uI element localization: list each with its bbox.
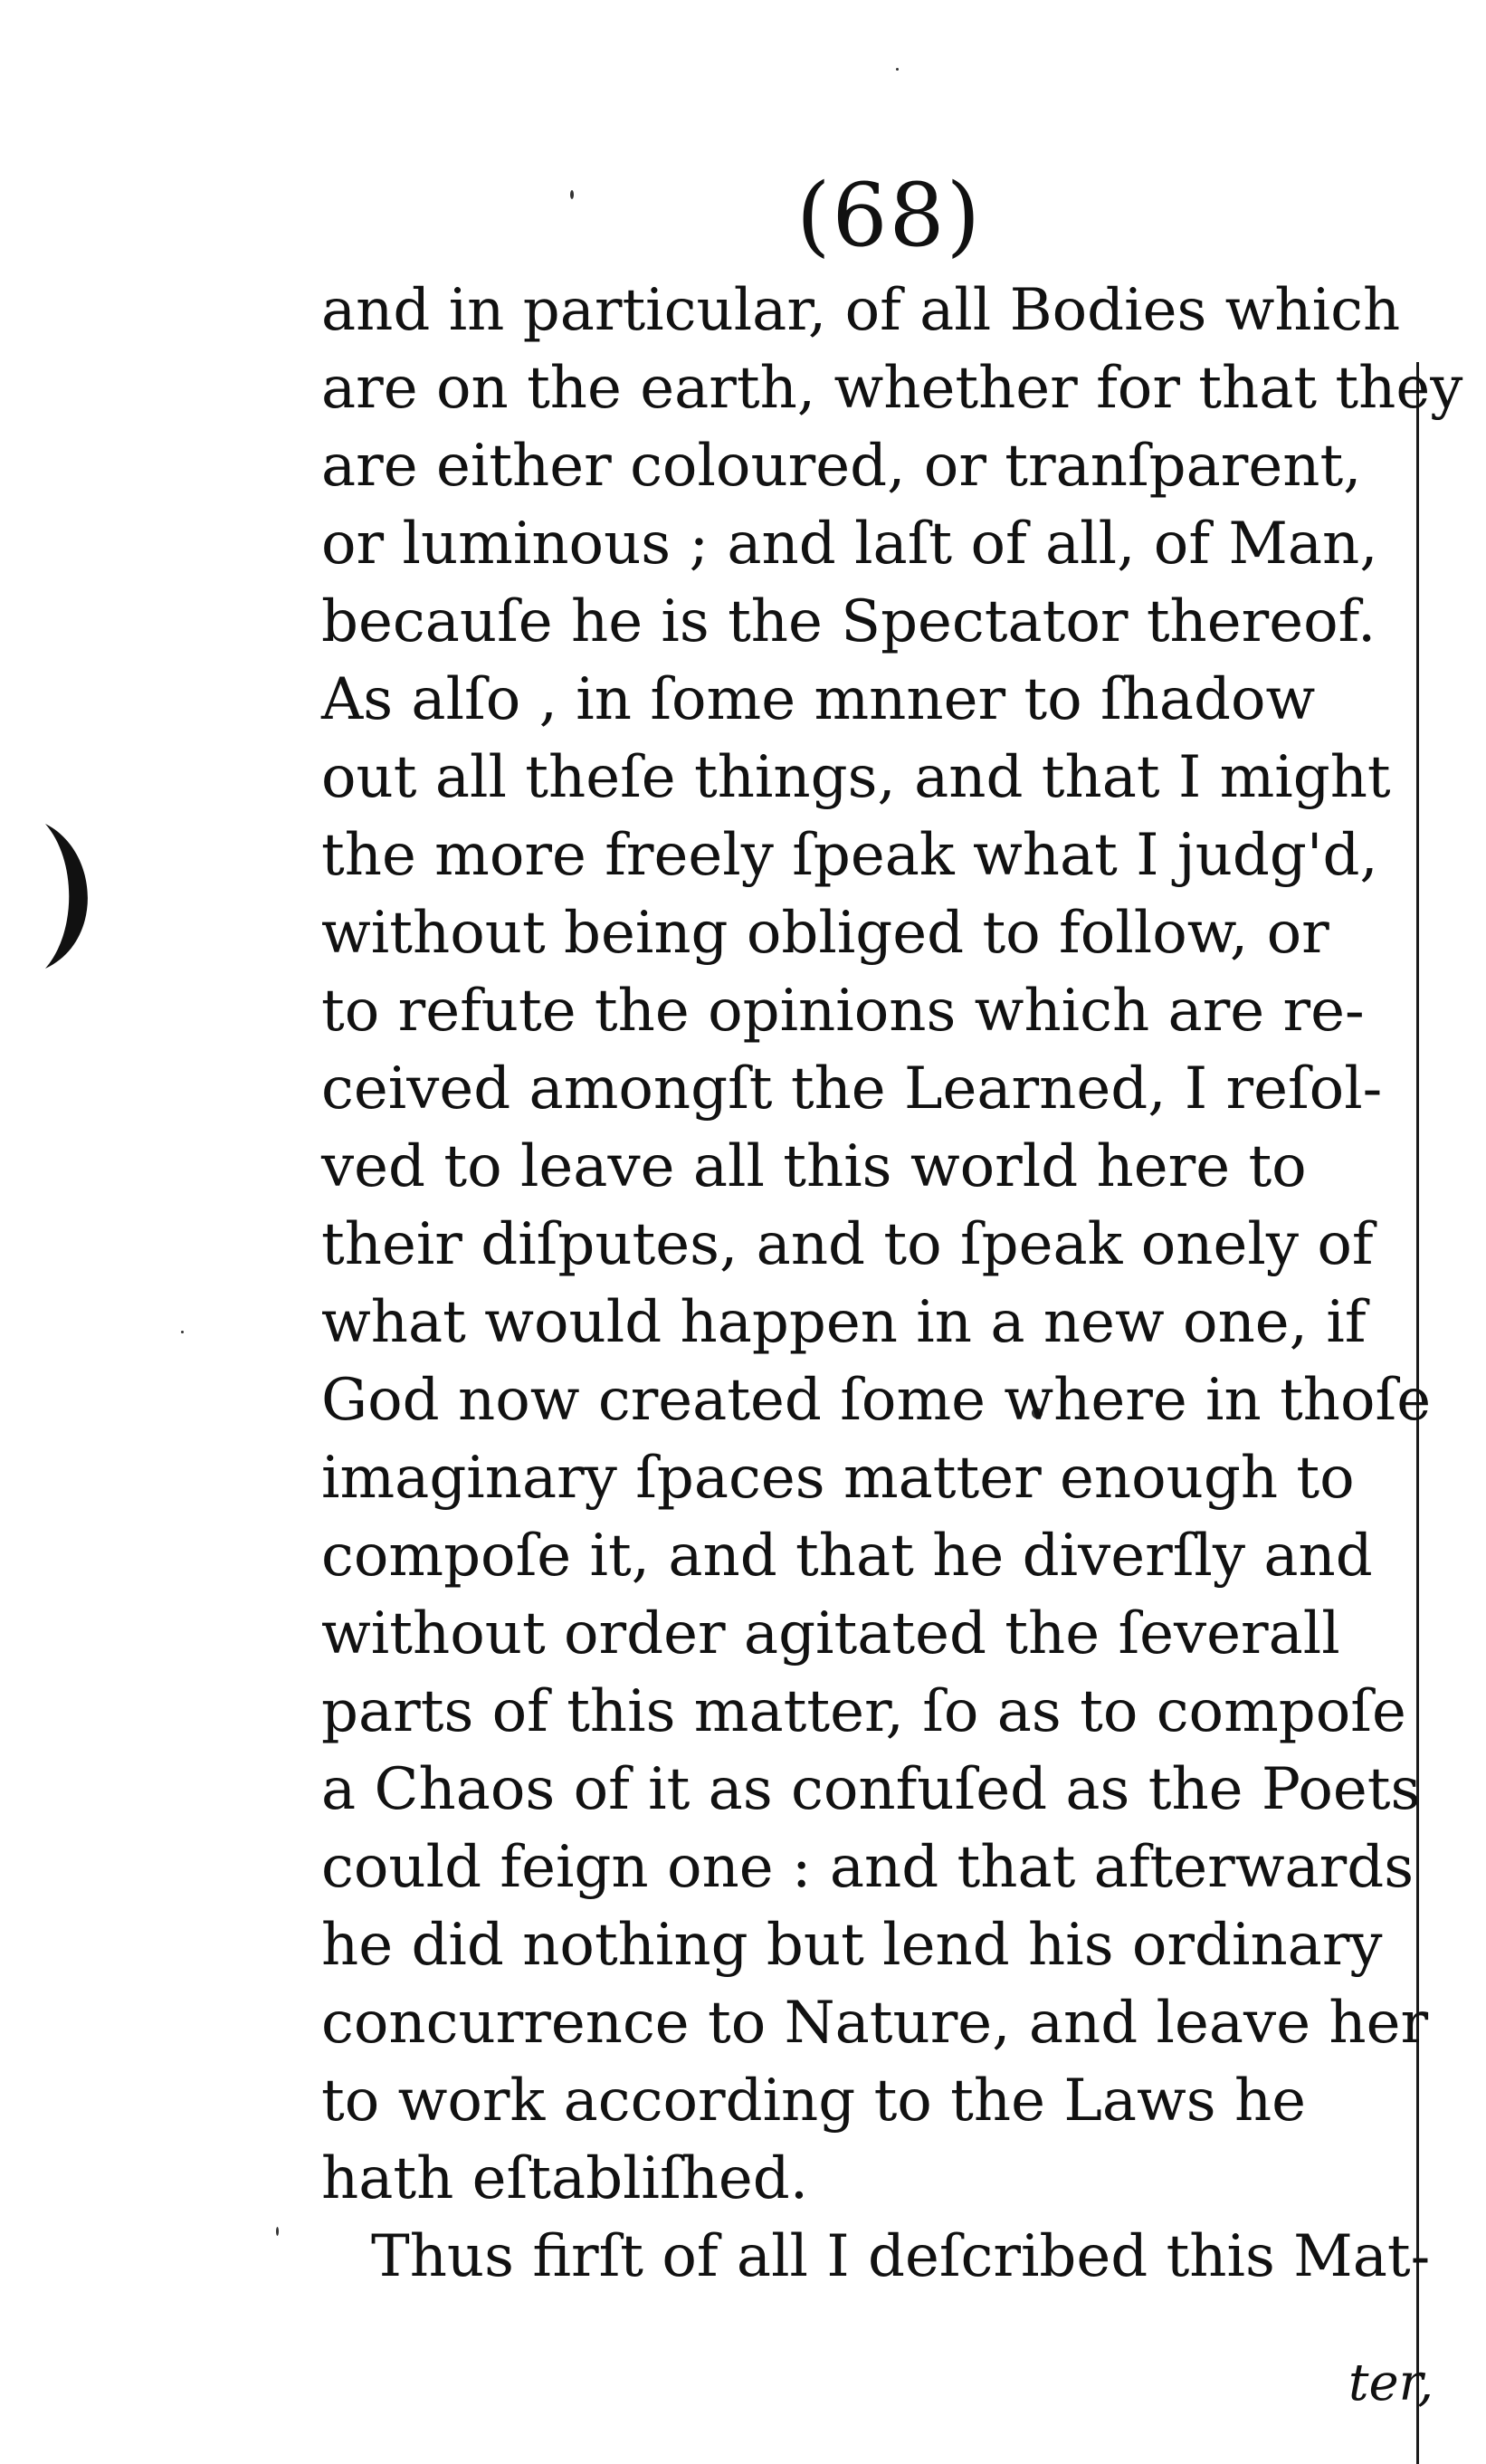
text-line: to refute the opinions which are re- [321, 978, 1365, 1045]
text-line: becauſe he is the Spectator thereof. [321, 588, 1376, 655]
ink-speck [276, 2227, 279, 2236]
text-line: their diſputes, and to ſpeak onely of [321, 1211, 1374, 1278]
text-line: compoſe it, and that he diverſly and [321, 1523, 1373, 1590]
text-line: out all theſe things, and that I might [321, 744, 1391, 811]
text-line: a Chaos of it as confuſed as the Poets [321, 1756, 1421, 1823]
ink-speck [570, 190, 574, 199]
paragraph-start-line: Thus firſt of all I deſcribed this Mat- [371, 2223, 1431, 2290]
text-line: concurrence to Nature, and leave her [321, 1990, 1429, 2057]
text-line: and in particular, of all Bodies which [321, 277, 1401, 344]
text-line: he did nothing but lend his ordinary [321, 1912, 1383, 1979]
text-line: As alſo , in ſome mnner to ſhadow [321, 666, 1316, 733]
text-line: could feign one : and that afterwards [321, 1834, 1415, 1901]
text-line: to work according to the Laws he [321, 2068, 1307, 2135]
text-line: are on the earth, whether for that they [321, 355, 1463, 422]
ink-speck [896, 68, 899, 71]
text-line: without being obliged to follow, or [321, 900, 1329, 967]
page-number: (68) [796, 165, 983, 266]
text-line: parts of this matter, ſo as to compoſe [321, 1678, 1406, 1745]
text-line: ved to leave all this world here to [321, 1133, 1307, 1200]
body-text [321, 272, 1471, 2296]
text-line: the more freely ſpeak what I judg'd, [321, 822, 1378, 889]
ink-speck [181, 1331, 184, 1333]
text-line: or luminous ; and laſt of all, of Man, [321, 511, 1378, 578]
text-line: without order agitated the ſeverall [321, 1600, 1340, 1667]
text-line: are either coloured, or tranſparent, [321, 433, 1362, 500]
text-line: ceived amongſt the Learned, I reſol- [321, 1055, 1383, 1122]
text-line: God now created ſome where in thoſe [321, 1367, 1432, 1434]
catchword: ter, [1348, 2354, 1434, 2412]
text-line: what would happen in a new one, if [321, 1289, 1367, 1356]
margin-bracket-mark [36, 815, 109, 978]
text-line: hath eſtabliſhed. [321, 2145, 809, 2212]
text-line: imaginary ſpaces matter enough to [321, 1445, 1355, 1512]
